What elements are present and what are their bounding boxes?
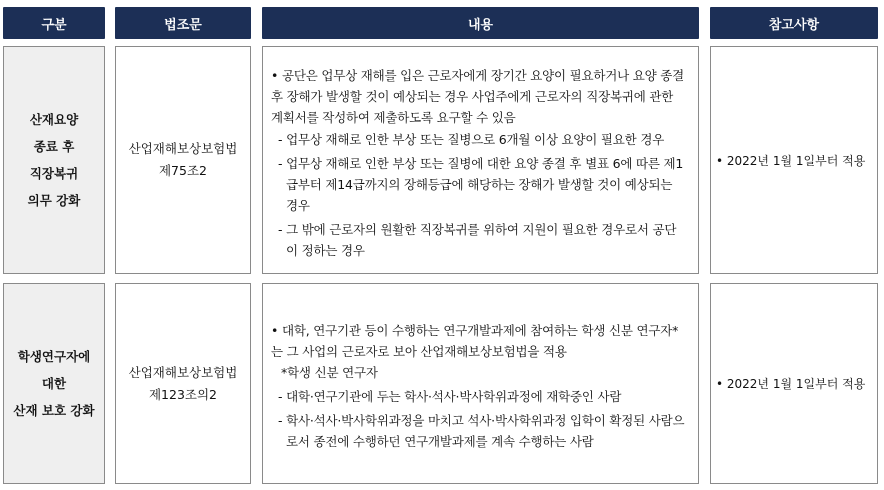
row1-content-item3: - 그 밖에 근로자의 원활한 직장복귀를 위하여 지원이 필요한 경우로서 공단이 정하는 경우	[278, 222, 677, 258]
header-category: 구분	[3, 7, 105, 39]
header-content: 내용	[262, 7, 699, 39]
row1-category	[3, 46, 105, 274]
row1-content	[262, 46, 699, 274]
row2-content-bullet: • 대학, 연구기관 등이 수행하는 연구개발과제에 참여하는 학생 신분 연구자*는 그 사업의 근로자로 보아 산업재해보상보험법을 적용	[271, 323, 679, 359]
row1-content-item1: - 업무상 재해로 인한 부상 또는 질병으로 6개월 이상 요양이 필요한 경우	[278, 132, 665, 147]
row2-content-note: *학생 신분 연구자	[281, 365, 378, 380]
row1-category-line2: 종료 후	[33, 139, 75, 154]
row1-category-line1: 산재요양	[29, 112, 79, 127]
row1-category-line3: 직장복귀	[29, 166, 79, 181]
row1-law	[115, 46, 251, 274]
row2-law-name: 산업재해보상보험법	[128, 364, 238, 380]
row1-reference: • 2022년 1월 1일부터 적용	[710, 46, 878, 274]
row1-category-line4: 의무 강화	[27, 193, 81, 208]
header-reference: 참고사항	[710, 7, 878, 39]
header-law: 법조문	[115, 7, 251, 39]
row2-reference: • 2022년 1월 1일부터 적용	[710, 283, 878, 484]
row2-content-item2: - 학사·석사·박사학위과정을 마치고 석사·박사학위과정 입학이 확정된 사람으로서 종전에 수행하던 연구개발과제를 계속 수행하는 사람	[278, 413, 685, 449]
row2-content-item1: - 대학·연구기관에 두는 학사·석사·박사학위과정에 재학중인 사람	[278, 389, 622, 404]
row2-category-line2: 대한	[41, 376, 67, 391]
row1-content-item2: - 업무상 재해로 인한 부상 또는 질병에 대한 요양 종결 후 별표 6에 따른 제1급부터 제14급까지의 장해등급에 해당하는 장해가 발생할 것이 예상되는 경우	[278, 156, 684, 213]
row2-content	[262, 283, 699, 484]
row2-law-article: 제123조의2	[148, 386, 218, 402]
row1-content-bullet: • 공단은 업무상 재해를 입은 근로자에게 장기간 요양이 필요하거나 요양 종결 후 장해가 발생할 것이 예상되는 경우 사업주에게 근로자의 직장복귀에 관한 계획서를 작성하여 제출하도록 요구할 수 있음	[271, 68, 685, 125]
row2-law	[115, 283, 251, 484]
row2-category-line1: 학생연구자에	[17, 349, 91, 364]
row1-law-name: 산업재해보상보험법	[128, 141, 238, 156]
row2-category	[3, 283, 105, 484]
row1-law-article: 제75조2	[158, 163, 207, 178]
row2-category-line3: 산재 보호 강화	[13, 403, 95, 418]
